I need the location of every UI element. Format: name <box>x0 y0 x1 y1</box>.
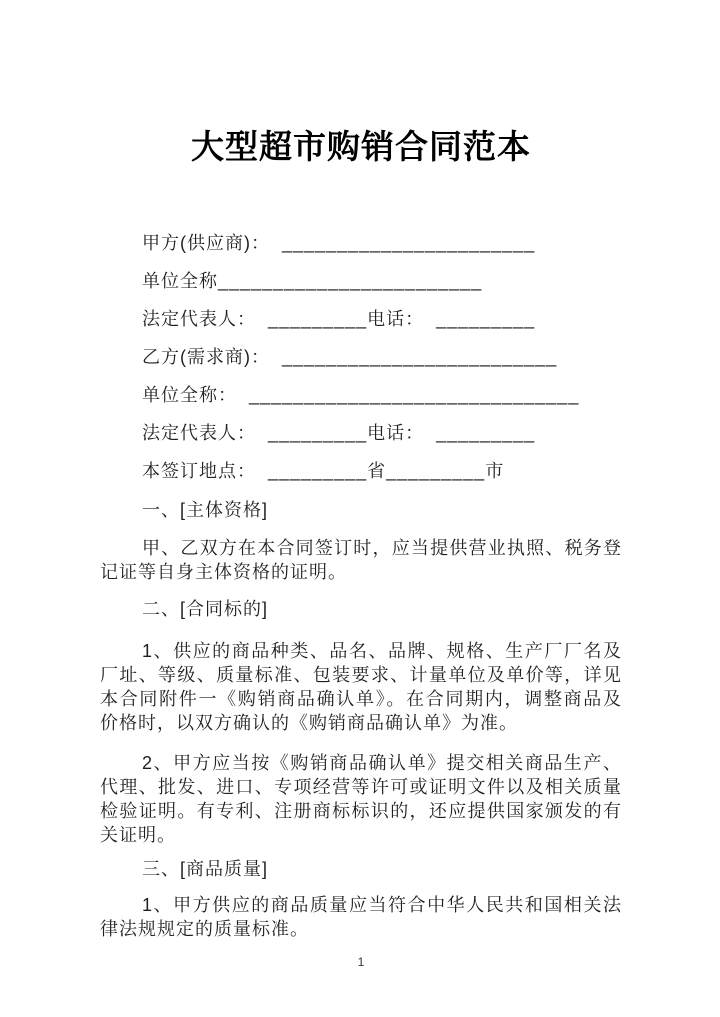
section-1-paragraph-1: 甲、乙双方在本合同签订时，应当提供营业执照、税务登记证等自身主体资格的证明。 <box>100 538 622 582</box>
form-line-party-b-buyer: 乙方(需求商)： _________________________ <box>142 347 558 367</box>
section-2-paragraph-1: 1、供应的商品种类、品名、品牌、规格、生产厂厂名及厂址、等级、质量标准、包装要求、计量单位及单价等，详见本合同附件一《购销商品确认单》。在合同期内，调整商品及价格时，以双方确认的《购销商品确认单》为准。 <box>100 641 622 733</box>
form-line-party-a-supplier: 甲方(供应商)： _______________________ <box>142 233 536 253</box>
contract-header-form <box>100 233 622 481</box>
form-line-unit-name-b: 单位全称： ______________________________ <box>142 385 580 405</box>
section-3-paragraph-1: 1、甲方供应的商品质量应当符合中华人民共和国相关法律法规规定的质量标准。 <box>100 895 622 939</box>
section-heading-1-subject-qualification: 一、[主体资格] <box>142 500 269 520</box>
form-line-unit-name-a: 单位全称________________________ <box>142 271 483 291</box>
page-number: 1 <box>357 955 365 969</box>
form-line-legal-rep-phone-b: 法定代表人： _________电话： _________ <box>142 423 536 443</box>
section-heading-3-product-quality: 三、[商品质量] <box>142 859 269 879</box>
section-heading-2-contract-object: 二、[合同标的] <box>142 599 269 619</box>
contract-body <box>100 499 622 941</box>
form-line-legal-rep-phone-a: 法定代表人： _________电话： _________ <box>142 309 536 329</box>
section-2-paragraph-2: 2、甲方应当按《购销商品确认单》提交相关商品生产、代理、批发、进口、专项经营等许可或证明文件以及相关质量检验证明。有专利、注册商标标识的，还应提供国家颁发的有关证明。 <box>100 753 622 845</box>
document-title: 大型超市购销合同范本 <box>191 128 531 165</box>
form-line-signing-place: 本签订地点： _________省_________市 <box>142 461 505 481</box>
